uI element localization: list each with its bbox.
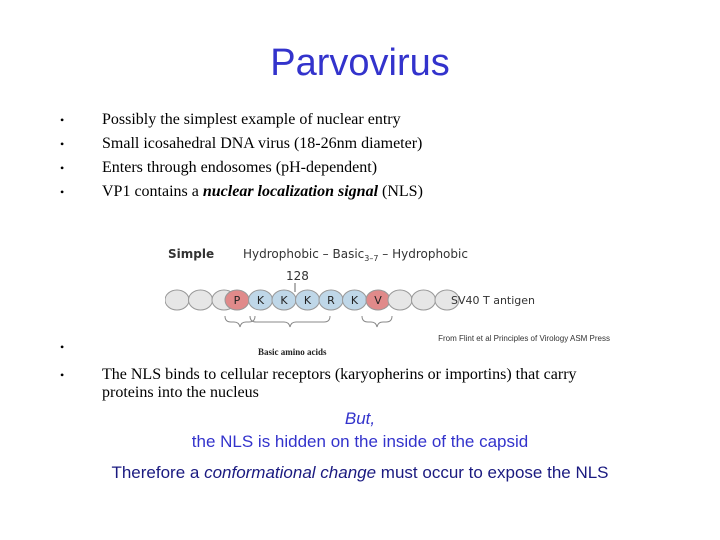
bullet-item	[60, 156, 423, 180]
bullet-item	[60, 180, 423, 204]
residue-letter: K	[350, 294, 359, 307]
scheme-part1: Hydrophobic – Basic	[243, 247, 365, 261]
bullet-text-prefix: VP1 contains a	[102, 183, 203, 200]
bullet-text: The NLS binds to cellular receptors (karyopherins or importins) that carry proteins into the nucleus	[102, 366, 577, 401]
residue-letter: V	[374, 294, 382, 307]
nls-residues	[225, 290, 390, 310]
residue-letter: K	[303, 294, 312, 307]
chain-residue	[189, 290, 213, 310]
conclusion-suffix: must occur to expose the NLS	[376, 463, 609, 482]
figure-credit: From Flint et al Principles of Virology ASM Press	[438, 334, 610, 343]
bullet-text: Small icosahedral DNA virus (18-26nm diameter)	[102, 135, 423, 152]
brace-basic	[250, 316, 330, 327]
bullet-dot: •	[60, 185, 65, 199]
residue-letter: R	[327, 294, 335, 307]
protein-label: SV40 T antigen	[451, 294, 536, 307]
bullet-dot: •	[60, 113, 65, 127]
bullet-list	[60, 108, 423, 204]
residue-letter: K	[280, 294, 288, 307]
simple-label: Simple	[168, 247, 215, 261]
bullet-item	[60, 108, 423, 132]
bullet-text: Enters through endosomes (pH-dependent)	[102, 159, 378, 176]
chain-residue	[412, 290, 436, 310]
position-label: 128	[286, 269, 309, 283]
conclusion-line	[0, 463, 720, 483]
basic-amino-acids-label: Basic amino acids	[258, 347, 327, 357]
hidden-nls-line: the NLS is hidden on the inside of the capsid	[191, 432, 529, 451]
bullet-dot: •	[60, 161, 65, 175]
but-line: But,	[344, 409, 376, 428]
nls-scheme-label	[243, 247, 468, 263]
bullet-dot: •	[60, 340, 65, 354]
bullet-item	[60, 132, 423, 156]
conclusion-emphasis: conformational change	[204, 463, 377, 482]
slide-title: Parvovirus	[270, 42, 450, 84]
conclusion-prefix: Therefore a	[111, 463, 205, 482]
nls-emphasis: nuclear localization signal	[202, 183, 379, 200]
brace-right	[362, 316, 392, 327]
residue-letter: K	[256, 294, 265, 307]
chain-residue	[165, 290, 189, 310]
bullet-text: Possibly the simplest example of nuclear entry	[102, 111, 401, 128]
chain-right	[388, 290, 459, 310]
residue-letter: P	[233, 294, 241, 307]
scheme-subscript: 3–7	[364, 254, 379, 263]
chain-residue	[388, 290, 412, 310]
scheme-part2: – Hydrophobic	[378, 247, 468, 261]
bullet-dot: •	[60, 137, 65, 151]
bullet-dot: •	[60, 368, 65, 382]
bullet-text-suffix: (NLS)	[378, 183, 423, 200]
bullet-item	[60, 366, 620, 402]
